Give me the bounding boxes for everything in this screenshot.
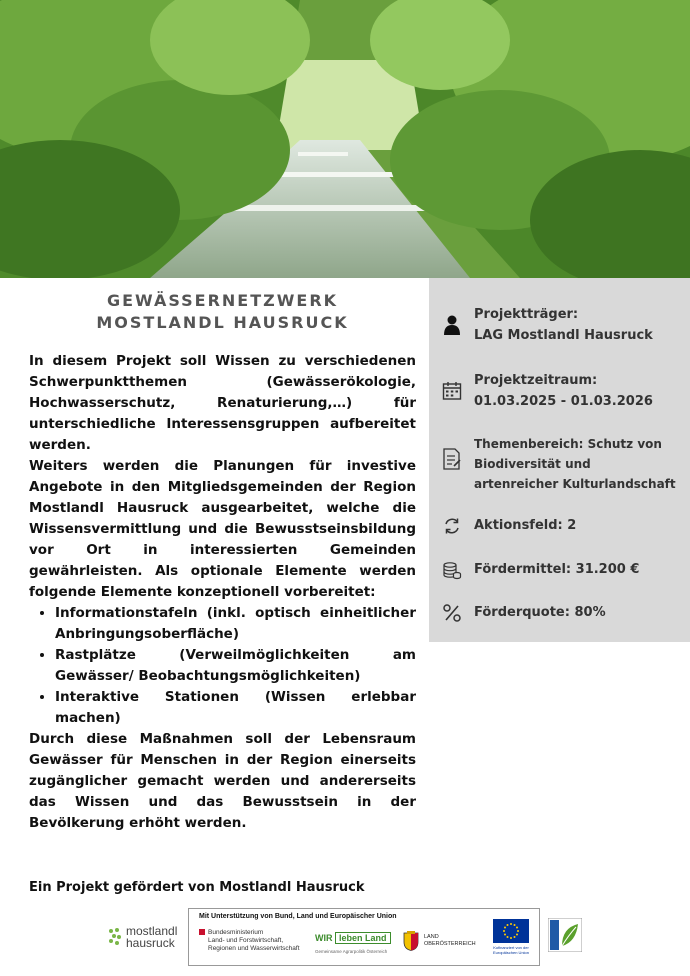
zeitraum-value: 01.03.2025 - 01.03.2026 (474, 394, 653, 409)
coins-icon (441, 559, 463, 581)
project-info-sidebar (429, 278, 690, 642)
hausruck-word: hausruck (126, 936, 175, 950)
thema-line-1: Themenbereich: Schutz von (474, 437, 662, 451)
list-item: • Informationstafeln (inkl. optisch einheitlicher Anbringungsoberfläche) (55, 603, 416, 645)
zeitraum-label: Projektzeitraum: (474, 373, 598, 388)
foerderquote-text: Förderquote: 80% (474, 605, 606, 620)
info-themenbereich (441, 434, 681, 494)
land-oberoesterreich-logo: LAND OBERÖSTERREICH (403, 931, 476, 951)
main-content (29, 290, 416, 834)
list-item: • Rastplätze (Verweilmöglichkeiten am Gewässer/ Beobachtungsmöglichkeiten) (55, 645, 416, 687)
info-projekttraeger (441, 304, 681, 346)
foerdermittel-text: Fördermittel: 31.200 € (474, 562, 640, 577)
description-paragraph-3: Durch diese Maßnahmen soll der Lebensraum Gewässer für Menschen in der Region einerseits zugänglicher gemacht werden und andererseits das Wissen und das Bewusstsein in der Bevölkerung erhöht werden. (29, 731, 416, 831)
austria-flag-icon (199, 929, 205, 935)
percent-icon (441, 602, 463, 624)
element-list (29, 603, 416, 729)
wir-leben-land-logo: WIR leben Land (315, 933, 391, 943)
info-foerdermittel (441, 559, 681, 581)
description-paragraph-1: In diesem Projekt soll Wissen zu verschiedenen Schwerpunktthemen (Gewässerökologie, Hochwasserschutz, Renaturierung,…) für unterschiedliche Interessensgruppen aufbereitet werden. (29, 353, 416, 453)
description-paragraph-2: Weiters werden die Planungen für investive Angebote in den Mitgliedsgemeinden der Region Mostlandl Hausruck ausgearbeitet, welche die Wissensvermittlung und die Bewusstseinsbildung vor Ort in interessierten Gemeinden gewährleisten. Als optionale Elemente werden folgende Elemente konzeptionell vorbereitet: (29, 458, 416, 600)
traeger-value: LAG Mostlandl Hausruck (474, 328, 653, 343)
list-item: • Interaktive Stationen (Wissen erlebbar machen) (55, 687, 416, 729)
aktionsfeld-text: Aktionsfeld: 2 (474, 518, 577, 533)
eu-cofunded-logo: Kofinanziert von der Europäischen Union (491, 919, 531, 955)
info-projektzeitraum (441, 370, 681, 412)
mostlandl-word: mostlandl (126, 924, 178, 938)
refresh-icon (441, 515, 463, 537)
project-title (29, 290, 416, 334)
project-description (29, 351, 416, 834)
document-icon (441, 448, 463, 470)
mostlandl-hausruck-logo (108, 922, 182, 952)
title-line-2: MOSTLANDL HAUSRUCK (96, 313, 349, 332)
bml-logo: Bundesministerium Land- und Forstwirtschaft, Regionen und Wasserwirtschaft (199, 929, 300, 953)
title-line-1: GEWÄSSERNETZWERK (106, 291, 339, 310)
info-aktionsfeld (441, 515, 681, 537)
mostlandl-dots-icon (108, 927, 122, 947)
info-foerderquote (441, 602, 681, 624)
calendar-icon (441, 380, 463, 402)
river-landscape-image (0, 0, 690, 278)
support-heading: Mit Unterstützung von Bund, Land und Europäischer Union (199, 913, 397, 920)
traeger-label: Projektträger: (474, 307, 579, 322)
wir-leben-land-subtitle: Gemeinsame Agrarpolitik Österreich (315, 949, 388, 954)
funding-note: Ein Projekt gefördert von Mostlandl Hausruck (29, 880, 365, 895)
funding-logos-box (188, 908, 540, 966)
person-icon (441, 314, 463, 336)
thema-line-3: artenreicher Kulturlandschaft (474, 477, 676, 491)
leader-logo-icon (548, 918, 582, 952)
coat-of-arms-icon (403, 931, 419, 951)
eu-flag-icon (493, 919, 529, 943)
hero-photo (0, 0, 690, 278)
thema-line-2: Biodiversität und (474, 457, 591, 471)
